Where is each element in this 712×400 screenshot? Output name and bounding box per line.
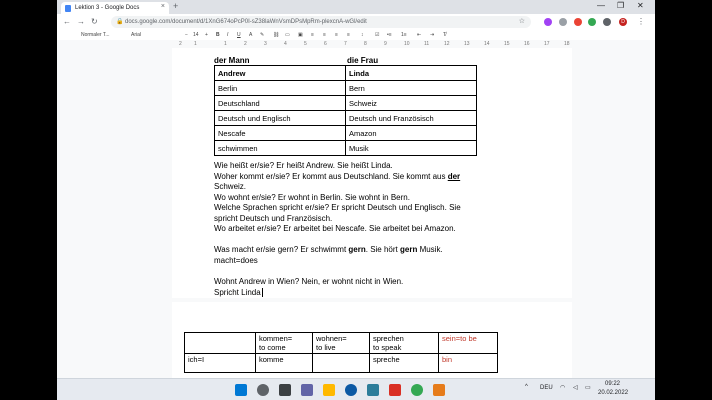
font-size-increase[interactable]: + [205, 32, 208, 38]
increase-indent-icon[interactable]: ⇥ [430, 32, 435, 38]
language-indicator[interactable]: DEU [540, 385, 553, 391]
document-page-2[interactable] [172, 302, 572, 382]
table-cell[interactable]: schwimmen [215, 141, 346, 156]
bold-button[interactable]: B [216, 32, 220, 38]
text-run: . Sie hört [365, 245, 400, 254]
clock-date[interactable]: 20.02.2022 [598, 390, 629, 396]
docs-toolbar [57, 30, 655, 40]
forward-icon[interactable]: → [77, 17, 85, 26]
table-row [185, 354, 498, 373]
extension-icon[interactable] [574, 18, 582, 26]
table-row [215, 126, 477, 141]
back-icon[interactable]: ← [63, 17, 71, 26]
taskbar [57, 378, 655, 400]
table-cell[interactable]: Deutsch und Englisch [215, 111, 346, 126]
table-cell[interactable]: Linda [346, 66, 477, 81]
table-cell[interactable] [313, 354, 370, 373]
table-header-cell[interactable]: wohnen= to live [313, 333, 370, 354]
chevron-up-icon[interactable]: ^ [525, 384, 528, 390]
header-der-mann: der Mann [214, 56, 250, 65]
clock-time[interactable]: 09:22 [605, 381, 621, 387]
table-row [215, 141, 477, 156]
app-icon[interactable] [389, 384, 401, 396]
table-cell[interactable]: bin [439, 354, 498, 373]
browser-tab[interactable] [61, 2, 169, 14]
table-cell[interactable]: Andrew [215, 66, 346, 81]
table-header-cell[interactable]: kommen= to come [256, 333, 313, 354]
style-select[interactable]: Normaler T... [81, 32, 110, 38]
table-cell[interactable]: ich=I [185, 354, 256, 373]
volume-icon[interactable]: ◁ [573, 385, 578, 391]
ruler-tick: 15 [504, 41, 510, 47]
table-cell[interactable]: komme [256, 354, 313, 373]
omnibox[interactable] [111, 16, 531, 28]
numbered-list-icon[interactable]: 1≡ [401, 32, 407, 38]
italic-button[interactable]: I [227, 32, 229, 38]
ruler-tick: 17 [544, 41, 550, 47]
url-text: docs.google.com/document/d/1XnG674oPcP0I-sZ38laWnVsmDPsMpRm-plexcnA-wGl/edit [125, 19, 367, 25]
clear-formatting-icon[interactable]: T̸ [443, 32, 447, 38]
align-right-icon[interactable]: ≡ [335, 32, 338, 38]
paragraph-line[interactable]: Wie heißt er/sie? Er heißt Andrew. Sie heißt Linda. [214, 161, 393, 170]
file-explorer-icon[interactable] [323, 384, 335, 396]
search-icon[interactable] [257, 384, 269, 396]
tab-bar [57, 0, 655, 14]
lock-icon: 🔒 [116, 19, 124, 25]
paragraph-line[interactable]: Wo wohnt er/sie? Er wohnt in Berlin. Sie wohnt in Bern. [214, 192, 410, 202]
window-close-icon[interactable]: ✕ [637, 1, 644, 10]
ruler-tick: 4 [284, 41, 287, 47]
paragraph-line[interactable]: Schweiz. [214, 182, 247, 191]
ruler-tick: 2 [179, 41, 182, 47]
minimize-icon[interactable]: — [597, 1, 605, 10]
extension-icon[interactable] [559, 18, 567, 26]
new-tab-button[interactable]: + [173, 1, 179, 11]
extension-icon[interactable] [544, 18, 552, 26]
chrome-icon[interactable] [411, 384, 423, 396]
paragraph-line[interactable]: macht=does [214, 255, 258, 265]
ruler-tick: 12 [444, 41, 450, 47]
tab-title: Lektion 3 - Google Docs [75, 5, 140, 11]
app-icon[interactable] [433, 384, 445, 396]
paragraph-line[interactable] [214, 172, 460, 183]
paragraph-line[interactable]: Wohnt Andrew in Wien? Nein, er wohnt nicht in Wien. [214, 277, 404, 286]
ruler-tick: 9 [384, 41, 387, 47]
profile-avatar[interactable]: D [619, 18, 627, 26]
extension-icon[interactable] [588, 18, 596, 26]
text-run: Woher kommt er/sie? Er kommt aus Deutschland. Sie kommt aus [214, 171, 448, 181]
menu-icon[interactable]: ⋮ [637, 17, 645, 26]
table-header-cell[interactable]: sprechen to speak [370, 333, 439, 354]
paragraph-line[interactable] [214, 245, 443, 256]
ruler-tick: 16 [524, 41, 530, 47]
ruler-tick: 8 [364, 41, 367, 47]
ruler-tick: 3 [264, 41, 267, 47]
ruler-tick: 11 [424, 41, 430, 47]
table-cell[interactable]: Amazon [346, 126, 477, 141]
font-select[interactable]: Arial [131, 32, 142, 38]
address-bar [57, 14, 655, 31]
verb-conjugation-table [184, 332, 498, 373]
ruler-tick: 14 [484, 41, 490, 47]
ruler-tick: 10 [404, 41, 410, 47]
decrease-indent-icon[interactable]: ⇤ [417, 32, 422, 38]
font-size-field[interactable]: 14 [193, 32, 199, 38]
table-cell[interactable]: Deutschland [215, 96, 346, 111]
table-row [215, 96, 477, 111]
close-icon[interactable]: × [160, 3, 165, 10]
ruler-tick: 6 [324, 41, 327, 47]
ruler-tick: 1 [224, 41, 227, 47]
table-row [215, 111, 477, 126]
table-header-cell[interactable]: sein=to be [439, 333, 498, 354]
battery-icon[interactable]: ▭ [585, 385, 591, 391]
document-page[interactable] [172, 48, 572, 298]
teams-icon[interactable] [301, 384, 313, 396]
paragraph-line[interactable]: Wo arbeitet er/sie? Er arbeitet bei Nescafe. Sie arbeitet bei Amazon. [214, 224, 456, 233]
text-run: Spricht Linda [214, 287, 261, 297]
paragraph-line[interactable]: Welche Sprachen spricht er/sie? Er spricht Deutsch und Englisch. Sie [214, 203, 461, 212]
checklist-icon[interactable]: ☑ [375, 32, 380, 38]
table-cell[interactable]: Deutsch und Französisch [346, 111, 477, 126]
align-justify-icon[interactable]: ≡ [347, 32, 350, 38]
link-icon[interactable]: ⛓ [273, 32, 280, 38]
reload-icon[interactable]: ↻ [91, 17, 98, 26]
line-spacing-icon[interactable]: ↕ [361, 32, 364, 38]
align-center-icon[interactable]: ≡ [323, 32, 326, 38]
task-view-icon[interactable] [279, 384, 291, 396]
paragraph-line[interactable]: spricht Deutsch und Französisch. [214, 213, 333, 223]
maximize-icon[interactable]: ❐ [617, 1, 625, 10]
table-cell[interactable] [185, 333, 256, 354]
docs-icon [65, 5, 71, 12]
bold-word: gern [348, 245, 366, 254]
paragraph-line[interactable] [214, 288, 263, 299]
table-cell[interactable]: Berlin [215, 81, 346, 96]
wifi-icon[interactable]: ◠ [560, 385, 566, 391]
store-icon[interactable] [367, 384, 379, 396]
bullet-list-icon[interactable]: •≡ [387, 32, 392, 38]
bold-word: gern [400, 245, 418, 254]
comment-icon[interactable]: ▭ [285, 32, 290, 38]
start-icon[interactable] [235, 384, 247, 396]
vocabulary-table [214, 65, 477, 156]
highlight-icon[interactable]: ✎ [260, 32, 265, 38]
puzzle-icon[interactable] [603, 18, 611, 26]
table-cell[interactable]: Musik [346, 141, 477, 156]
font-size-decrease[interactable]: − [185, 32, 188, 38]
document-canvas[interactable] [57, 48, 655, 378]
align-left-icon[interactable]: ≡ [311, 32, 314, 38]
ruler-tick: 2 [244, 41, 247, 47]
table-row [215, 66, 477, 81]
table-row [185, 333, 498, 354]
bookmark-star-icon[interactable]: ☆ [518, 18, 525, 25]
ruler-tick: 7 [344, 41, 347, 47]
text-cursor [262, 288, 263, 297]
text-run: Musik. [417, 245, 443, 254]
table-cell[interactable]: Schweiz [346, 96, 477, 111]
header-die-frau: die Frau [347, 56, 379, 65]
edge-icon[interactable] [345, 384, 357, 396]
text-color-button[interactable]: A [249, 32, 253, 38]
screen [57, 0, 655, 400]
underlined-word: der [447, 171, 461, 181]
text-run: Was macht er/sie gern? Er schwimmt [214, 245, 349, 254]
underline-button[interactable]: U [237, 32, 241, 38]
table-cell[interactable]: Bern [346, 81, 477, 96]
ruler-tick: 18 [564, 41, 570, 47]
table-cell[interactable]: spreche [370, 354, 439, 373]
ruler-tick: 1 [194, 41, 197, 47]
table-cell[interactable]: Nescafe [215, 126, 346, 141]
image-icon[interactable]: ▣ [298, 32, 303, 38]
ruler-tick: 13 [464, 41, 470, 47]
ruler-tick: 5 [304, 41, 307, 47]
table-row [215, 81, 477, 96]
